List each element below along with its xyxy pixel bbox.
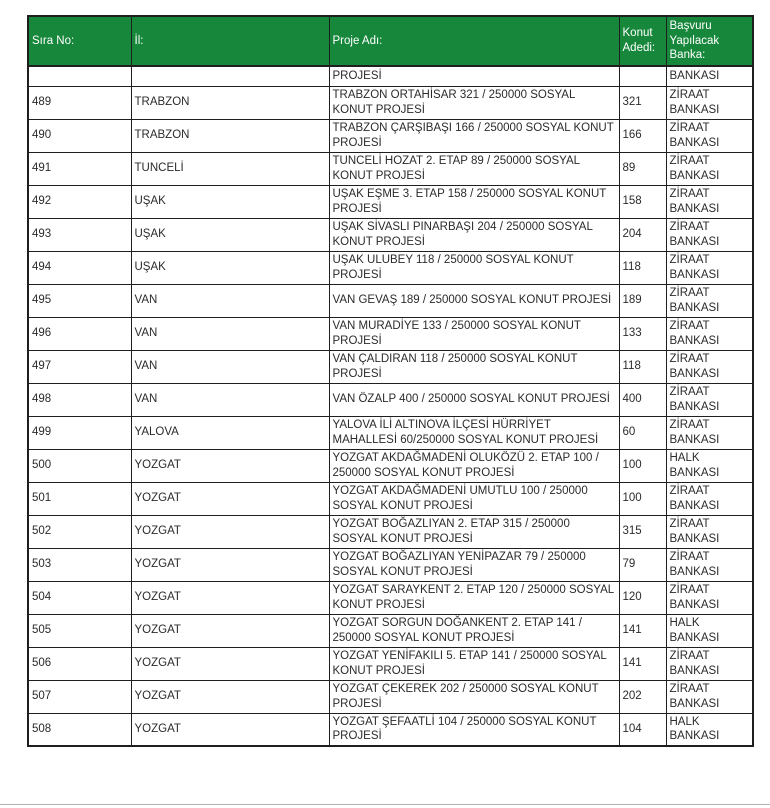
cell-konut-adedi: 60 <box>619 416 666 449</box>
cell-il: YOZGAT <box>131 515 329 548</box>
cell-konut-adedi: 315 <box>619 515 666 548</box>
cell-proje-adi: YOZGAT SORGUN DOĞANKENT 2. ETAP 141 / 250000 SOSYAL KONUT PROJESİ <box>329 614 619 647</box>
cell-sira-no: 505 <box>28 614 131 647</box>
cell-il: UŞAK <box>131 218 329 251</box>
cell-proje-adi: YOZGAT ŞEFAATLİ 104 / 250000 SOSYAL KONUT PROJESİ <box>329 713 619 746</box>
table-row <box>28 119 753 152</box>
cell-banka: HALK BANKASI <box>666 449 753 482</box>
cell-sira-no: 502 <box>28 515 131 548</box>
cell-sira-no: 496 <box>28 317 131 350</box>
table-row <box>28 647 753 680</box>
cell-banka: ZİRAAT BANKASI <box>666 152 753 185</box>
cell-sira-no: 499 <box>28 416 131 449</box>
cell-proje-adi: YALOVA İLİ ALTINOVA İLÇESİ HÜRRİYET MAHALLESİ 60/250000 SOSYAL KONUT PROJESİ <box>329 416 619 449</box>
social-housing-projects-table <box>27 15 754 747</box>
cell-sira-no: 497 <box>28 350 131 383</box>
table-row <box>28 581 753 614</box>
cell-sira-no: 494 <box>28 251 131 284</box>
cell-proje-adi: YOZGAT YENİFAKILI 5. ETAP 141 / 250000 SOSYAL KONUT PROJESİ <box>329 647 619 680</box>
cell-banka: ZİRAAT BANKASI <box>666 647 753 680</box>
cell-sira-no: 500 <box>28 449 131 482</box>
column-header-sira-no: Sıra No: <box>28 16 131 66</box>
cell-banka: ZİRAAT BANKASI <box>666 482 753 515</box>
cell-proje-adi: VAN ÇALDIRAN 118 / 250000 SOSYAL KONUT PROJESİ <box>329 350 619 383</box>
cell-konut-adedi: 202 <box>619 680 666 713</box>
cell-sira-no: 503 <box>28 548 131 581</box>
table-body <box>28 66 753 746</box>
cell-banka: ZİRAAT BANKASI <box>666 218 753 251</box>
table-row <box>28 383 753 416</box>
page-bottom-divider <box>0 804 770 805</box>
cell-il <box>131 66 329 86</box>
cell-il: UŞAK <box>131 251 329 284</box>
table-row <box>28 515 753 548</box>
cell-konut-adedi: 158 <box>619 185 666 218</box>
cell-il: YOZGAT <box>131 548 329 581</box>
table-row <box>28 284 753 317</box>
cell-banka: ZİRAAT BANKASI <box>666 383 753 416</box>
cell-banka: ZİRAAT BANKASI <box>666 185 753 218</box>
cell-konut-adedi: 204 <box>619 218 666 251</box>
column-header-proje-adi: Proje Adı: <box>329 16 619 66</box>
cell-banka: HALK BANKASI <box>666 614 753 647</box>
cell-sira-no: 495 <box>28 284 131 317</box>
cell-sira-no: 506 <box>28 647 131 680</box>
cell-proje-adi: YOZGAT AKDAĞMADENİ OLUKÖZÜ 2. ETAP 100 / 250000 SOSYAL KONUT PROJESİ <box>329 449 619 482</box>
table-row <box>28 416 753 449</box>
cell-banka: ZİRAAT BANKASI <box>666 581 753 614</box>
table-row <box>28 614 753 647</box>
cell-konut-adedi: 141 <box>619 614 666 647</box>
cell-konut-adedi: 79 <box>619 548 666 581</box>
cell-sira-no: 508 <box>28 713 131 746</box>
cell-proje-adi: YOZGAT SARAYKENT 2. ETAP 120 / 250000 SOSYAL KONUT PROJESİ <box>329 581 619 614</box>
cell-proje-adi: VAN ÖZALP 400 / 250000 SOSYAL KONUT PROJESİ <box>329 383 619 416</box>
cell-konut-adedi: 100 <box>619 482 666 515</box>
cell-banka: ZİRAAT BANKASI <box>666 86 753 119</box>
cell-banka: ZİRAAT BANKASI <box>666 515 753 548</box>
cell-proje-adi: UŞAK ULUBEY 118 / 250000 SOSYAL KONUT PROJESİ <box>329 251 619 284</box>
cell-konut-adedi: 104 <box>619 713 666 746</box>
cell-konut-adedi: 321 <box>619 86 666 119</box>
table-row <box>28 218 753 251</box>
cell-sira-no: 498 <box>28 383 131 416</box>
projects-table-container <box>27 15 754 747</box>
cell-proje-adi: YOZGAT BOĞAZLIYAN 2. ETAP 315 / 250000 SOSYAL KONUT PROJESİ <box>329 515 619 548</box>
table-row <box>28 482 753 515</box>
table-row <box>28 251 753 284</box>
column-header-il: İl: <box>131 16 329 66</box>
cell-proje-adi: YOZGAT BOĞAZLIYAN YENİPAZAR 79 / 250000 SOSYAL KONUT PROJESİ <box>329 548 619 581</box>
cell-banka: HALK BANKASI <box>666 713 753 746</box>
cell-proje-adi: YOZGAT AKDAĞMADENİ UMUTLU 100 / 250000 SOSYAL KONUT PROJESİ <box>329 482 619 515</box>
cell-il: VAN <box>131 383 329 416</box>
cell-banka: ZİRAAT BANKASI <box>666 680 753 713</box>
header-row <box>28 16 753 66</box>
cell-banka: ZİRAAT BANKASI <box>666 284 753 317</box>
table-row <box>28 152 753 185</box>
table-row <box>28 548 753 581</box>
cell-proje-adi: UŞAK SİVASLI PINARBAŞI 204 / 250000 SOSYAL KONUT PROJESİ <box>329 218 619 251</box>
cell-konut-adedi: 133 <box>619 317 666 350</box>
cell-konut-adedi: 166 <box>619 119 666 152</box>
cell-konut-adedi: 141 <box>619 647 666 680</box>
cell-il: TRABZON <box>131 119 329 152</box>
cell-il: YOZGAT <box>131 614 329 647</box>
cell-il: VAN <box>131 284 329 317</box>
cell-banka: ZİRAAT BANKASI <box>666 548 753 581</box>
cell-sira-no: 501 <box>28 482 131 515</box>
cell-sira-no: 493 <box>28 218 131 251</box>
cell-banka: ZİRAAT BANKASI <box>666 317 753 350</box>
cell-il: VAN <box>131 350 329 383</box>
cell-konut-adedi: 100 <box>619 449 666 482</box>
cell-proje-adi: TRABZON ÇARŞIBAŞI 166 / 250000 SOSYAL KONUT PROJESİ <box>329 119 619 152</box>
table-row <box>28 680 753 713</box>
cell-proje-adi: TRABZON ORTAHİSAR 321 / 250000 SOSYAL KONUT PROJESİ <box>329 86 619 119</box>
column-header-konut-adedi: Konut Adedi: <box>619 16 666 66</box>
cell-il: YOZGAT <box>131 482 329 515</box>
cell-banka: ZİRAAT BANKASI <box>666 119 753 152</box>
table-row <box>28 350 753 383</box>
cell-konut-adedi: 118 <box>619 251 666 284</box>
cell-sira-no <box>28 66 131 86</box>
cell-banka: BANKASI <box>666 66 753 86</box>
cell-il: YOZGAT <box>131 647 329 680</box>
cell-il: TRABZON <box>131 86 329 119</box>
cell-proje-adi: VAN GEVAŞ 189 / 250000 SOSYAL KONUT PROJESİ <box>329 284 619 317</box>
cell-il: YALOVA <box>131 416 329 449</box>
cell-sira-no: 490 <box>28 119 131 152</box>
cell-banka: ZİRAAT BANKASI <box>666 350 753 383</box>
cell-sira-no: 504 <box>28 581 131 614</box>
cell-banka: ZİRAAT BANKASI <box>666 416 753 449</box>
cell-konut-adedi: 120 <box>619 581 666 614</box>
cell-proje-adi: PROJESİ <box>329 66 619 86</box>
table-row <box>28 713 753 746</box>
table-row <box>28 185 753 218</box>
column-header-banka: Başvuru Yapılacak Banka: <box>666 16 753 66</box>
partial-row-continuation <box>28 66 753 86</box>
cell-konut-adedi: 118 <box>619 350 666 383</box>
cell-proje-adi: YOZGAT ÇEKEREK 202 / 250000 SOSYAL KONUT PROJESİ <box>329 680 619 713</box>
cell-il: YOZGAT <box>131 449 329 482</box>
cell-sira-no: 507 <box>28 680 131 713</box>
cell-proje-adi: VAN MURADİYE 133 / 250000 SOSYAL KONUT PROJESİ <box>329 317 619 350</box>
cell-il: TUNCELİ <box>131 152 329 185</box>
cell-sira-no: 492 <box>28 185 131 218</box>
table-row <box>28 317 753 350</box>
table-row <box>28 449 753 482</box>
cell-il: VAN <box>131 317 329 350</box>
cell-sira-no: 489 <box>28 86 131 119</box>
cell-konut-adedi: 400 <box>619 383 666 416</box>
cell-il: YOZGAT <box>131 680 329 713</box>
cell-il: UŞAK <box>131 185 329 218</box>
cell-proje-adi: UŞAK EŞME 3. ETAP 158 / 250000 SOSYAL KONUT PROJESİ <box>329 185 619 218</box>
cell-il: YOZGAT <box>131 581 329 614</box>
cell-proje-adi: TUNCELİ HOZAT 2. ETAP 89 / 250000 SOSYAL KONUT PROJESİ <box>329 152 619 185</box>
cell-sira-no: 491 <box>28 152 131 185</box>
cell-banka: ZİRAAT BANKASI <box>666 251 753 284</box>
cell-il: YOZGAT <box>131 713 329 746</box>
cell-konut-adedi: 189 <box>619 284 666 317</box>
cell-konut-adedi <box>619 66 666 86</box>
cell-konut-adedi: 89 <box>619 152 666 185</box>
table-row <box>28 86 753 119</box>
